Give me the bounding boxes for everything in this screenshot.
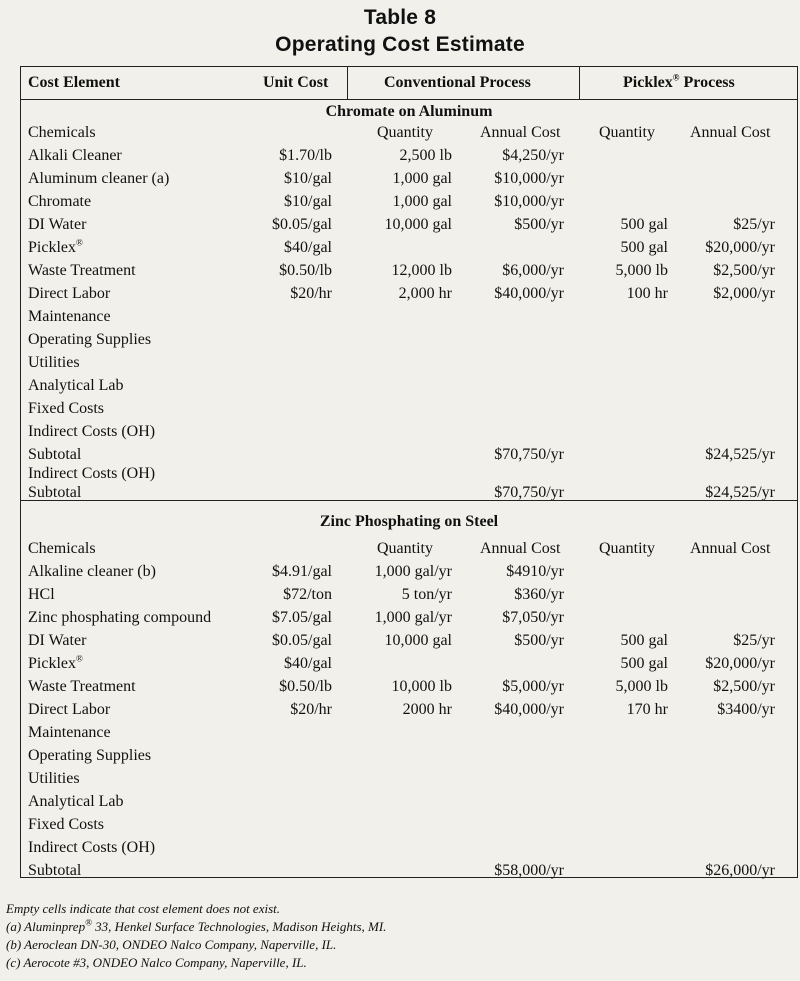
header-conventional: Conventional Process — [384, 74, 531, 91]
table-row — [21, 862, 797, 885]
cost-table — [20, 66, 798, 878]
cell-element: Alkali Cleaner — [28, 147, 122, 164]
cell-conv-cost: $6,000/yr — [502, 262, 564, 279]
subheader-conv-cost: Annual Cost — [480, 540, 561, 557]
cell-unit: $40/gal — [284, 239, 332, 256]
cell-conv-cost: $500/yr — [514, 632, 564, 649]
table-row — [21, 793, 797, 816]
cell-unit: $7.05/gal — [272, 609, 332, 626]
cell-element: Analytical Lab — [28, 793, 124, 810]
cell-pick-cost: $24,525/yr — [705, 484, 775, 501]
section-title: Zinc Phosphating on Steel — [319, 513, 499, 530]
subheader-pick-qty: Quantity — [599, 124, 655, 141]
table-row — [21, 816, 797, 839]
cell-element: Analytical Lab — [28, 377, 124, 394]
table-row — [21, 147, 797, 170]
cell-unit: $10/gal — [284, 170, 332, 187]
cell-element: Direct Labor — [28, 285, 111, 302]
cell-conv-qty: 10,000 gal — [384, 216, 452, 233]
cell-conv-qty: 1,000 gal — [392, 170, 452, 187]
table-number: Table 8 — [363, 6, 437, 29]
cell-pick-cost: $20,000/yr — [705, 239, 775, 256]
header-unit-cost: Unit Cost — [263, 74, 329, 91]
cell-element: Subtotal — [28, 484, 82, 501]
table-row — [21, 308, 797, 331]
cell-conv-qty: 1,000 gal — [392, 193, 452, 210]
cell-element: Chromate — [28, 193, 92, 210]
cell-element: Maintenance — [28, 724, 111, 741]
subheader-element: Chemicals — [28, 124, 96, 141]
header-picklex: Picklex® Process — [623, 72, 735, 91]
cell-pick-qty: 170 hr — [626, 701, 668, 718]
cell-element: Fixed Costs — [28, 816, 105, 833]
subheader-row — [21, 124, 797, 147]
cell-conv-cost: $7,050/yr — [502, 609, 564, 626]
cell-conv-cost: $40,000/yr — [494, 701, 564, 718]
footnote: Empty cells indicate that cost element does not exist. — [6, 901, 281, 916]
cell-conv-qty: 2,000 hr — [398, 285, 452, 302]
cell-conv-qty: 1,000 gal/yr — [374, 609, 452, 626]
cell-conv-cost: $10,000/yr — [494, 170, 564, 187]
table-row — [21, 400, 797, 423]
cell-pick-cost: $25/yr — [733, 216, 775, 233]
cell-element: Operating Supplies — [28, 747, 152, 764]
table-row — [21, 724, 797, 747]
table-row — [21, 563, 797, 586]
cell-conv-qty: 10,000 lb — [391, 678, 452, 695]
table-row — [21, 655, 797, 678]
table-row — [21, 239, 797, 262]
table-row — [21, 484, 797, 507]
cell-pick-cost: $25/yr — [733, 632, 775, 649]
cell-pick-qty: 500 gal — [620, 216, 668, 233]
cell-element: Indirect Costs (OH) — [28, 465, 156, 482]
table-row — [21, 747, 797, 770]
table-row — [21, 423, 797, 446]
cell-element: Aluminum cleaner (a) — [28, 170, 170, 187]
cell-element: Subtotal — [28, 446, 82, 463]
cell-element: Utilities — [28, 770, 80, 787]
cell-conv-qty: 10,000 gal — [384, 632, 452, 649]
cell-conv-cost: $4910/yr — [506, 563, 564, 580]
cell-pick-cost: $2,000/yr — [713, 285, 775, 302]
cell-conv-cost: $40,000/yr — [494, 285, 564, 302]
cell-element: Fixed Costs — [28, 400, 105, 417]
cell-unit: $1.70/lb — [279, 147, 332, 164]
cell-unit: $20/hr — [290, 701, 332, 718]
cell-pick-qty: 5,000 lb — [615, 678, 668, 695]
footnote: (a) Aluminprep® 33, Henkel Surface Technologies, Madison Heights, MI. — [6, 917, 387, 934]
cell-pick-cost: $2,500/yr — [713, 262, 775, 279]
cell-pick-cost: $26,000/yr — [705, 862, 775, 879]
cell-conv-cost: $500/yr — [514, 216, 564, 233]
subheader-conv-qty: Quantity — [377, 124, 433, 141]
subheader-pick-cost: Annual Cost — [690, 124, 771, 141]
cell-pick-qty: 500 gal — [620, 239, 668, 256]
table-row — [21, 170, 797, 193]
cell-pick-cost: $3400/yr — [717, 701, 775, 718]
table-row — [21, 377, 797, 400]
cell-element: Indirect Costs (OH) — [28, 423, 156, 440]
cell-conv-cost: $70,750/yr — [494, 446, 564, 463]
cell-element: Direct Labor — [28, 701, 111, 718]
cell-pick-cost: $24,525/yr — [705, 446, 775, 463]
cell-pick-qty: 100 hr — [626, 285, 668, 302]
cell-pick-qty: 500 gal — [620, 655, 668, 672]
cell-element: HCl — [28, 586, 55, 603]
cell-unit: $0.05/gal — [272, 632, 332, 649]
table-row — [21, 354, 797, 377]
cell-element: Picklex® — [28, 653, 83, 672]
cell-element: Alkaline cleaner (b) — [28, 563, 156, 580]
cell-element: Picklex® — [28, 237, 83, 256]
cell-unit: $10/gal — [284, 193, 332, 210]
subheader-pick-qty: Quantity — [599, 540, 655, 557]
table-row — [21, 331, 797, 354]
subheader-conv-qty: Quantity — [377, 540, 433, 557]
cell-unit: $0.05/gal — [272, 216, 332, 233]
table-row — [21, 262, 797, 285]
cell-element: Utilities — [28, 354, 80, 371]
cell-unit: $20/hr — [290, 285, 332, 302]
cell-element: Operating Supplies — [28, 331, 152, 348]
cell-conv-qty: 1,000 gal/yr — [374, 563, 452, 580]
cell-conv-qty: 2,500 lb — [399, 147, 452, 164]
cell-unit: $4.91/gal — [272, 563, 332, 580]
cell-pick-qty: 500 gal — [620, 632, 668, 649]
table-row — [21, 609, 797, 632]
header-divider — [579, 67, 580, 99]
cell-conv-cost: $70,750/yr — [494, 484, 564, 501]
footnotes — [6, 900, 386, 972]
cell-element: Indirect Costs (OH) — [28, 839, 156, 856]
footnote: (b) Aeroclean DN-30, ONDEO Nalco Company, Naperville, IL. — [6, 937, 337, 952]
footnote: (c) Aerocote #3, ONDEO Nalco Company, Naperville, IL. — [6, 955, 307, 970]
cell-conv-cost: $10,000/yr — [494, 193, 564, 210]
cell-unit: $0.50/lb — [279, 678, 332, 695]
cell-element: Waste Treatment — [28, 678, 136, 695]
subheader-element: Chemicals — [28, 540, 96, 557]
cell-conv-qty: 2000 hr — [402, 701, 452, 718]
section-divider — [21, 500, 797, 501]
cell-conv-qty: 5 ton/yr — [401, 586, 452, 603]
cell-element: DI Water — [28, 632, 87, 649]
table-row — [21, 193, 797, 216]
table-row — [21, 216, 797, 239]
table-row — [21, 701, 797, 724]
cell-element: Maintenance — [28, 308, 111, 325]
cell-element: Zinc phosphating compound — [28, 609, 212, 626]
table-title — [0, 4, 800, 58]
table-row — [21, 285, 797, 308]
cell-unit: $0.50/lb — [279, 262, 332, 279]
subheader-row — [21, 540, 797, 563]
cell-pick-qty: 5,000 lb — [615, 262, 668, 279]
cell-conv-qty: 12,000 lb — [391, 262, 452, 279]
subheader-conv-cost: Annual Cost — [480, 124, 561, 141]
cell-unit: $40/gal — [284, 655, 332, 672]
table-header — [21, 67, 797, 100]
cell-unit: $72/ton — [283, 586, 332, 603]
cell-conv-cost: $5,000/yr — [502, 678, 564, 695]
table-row — [21, 586, 797, 609]
cell-element: Waste Treatment — [28, 262, 136, 279]
table-row — [21, 839, 797, 862]
section-title: Chromate on Aluminum — [325, 103, 493, 120]
cell-pick-cost: $2,500/yr — [713, 678, 775, 695]
table-row — [21, 770, 797, 793]
cell-element: Subtotal — [28, 862, 82, 879]
cell-element: DI Water — [28, 216, 87, 233]
cell-conv-cost: $58,000/yr — [494, 862, 564, 879]
table-caption: Operating Cost Estimate — [275, 33, 525, 56]
table-row — [21, 632, 797, 655]
header-divider — [347, 67, 348, 99]
subheader-pick-cost: Annual Cost — [690, 540, 771, 557]
cell-conv-cost: $360/yr — [514, 586, 564, 603]
header-cost-element: Cost Element — [28, 74, 120, 91]
cell-conv-cost: $4,250/yr — [502, 147, 564, 164]
cell-pick-cost: $20,000/yr — [705, 655, 775, 672]
table-row — [21, 678, 797, 701]
